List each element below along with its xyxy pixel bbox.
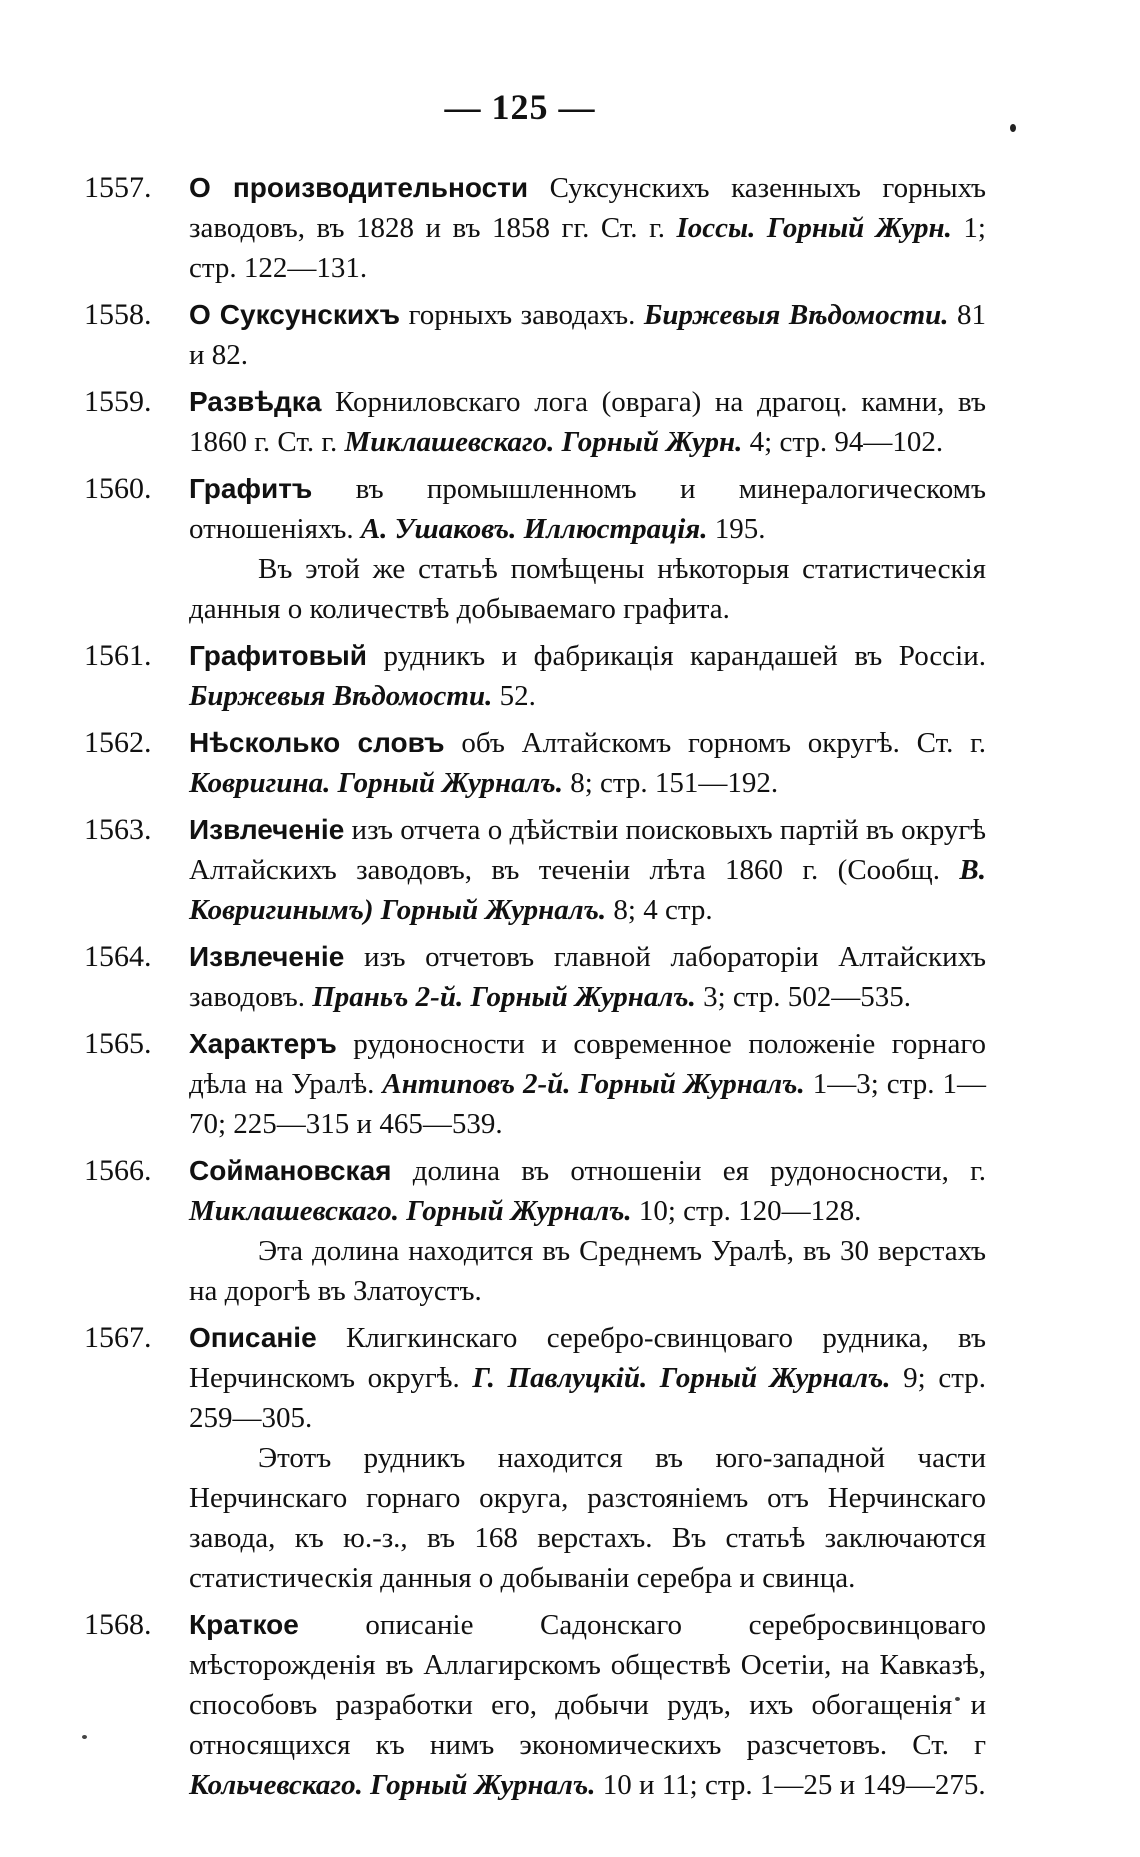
entry-pages: 8; стр. 151—192. [562, 767, 779, 799]
bibliography-entry-1557 [0, 168, 1140, 288]
entry-keyword: Графитовый [189, 640, 367, 671]
entry-source: А. Ушаковъ. Иллюстрація. [360, 513, 708, 545]
bibliography-entry-1561 [0, 636, 1140, 716]
entry-keyword: Нѣсколько словъ [189, 727, 445, 758]
entry-pages: 4; стр. 94—102. [742, 426, 944, 458]
entry-text: описаніе Садонскаго серебросвинцоваго мѣсторожденія въ Аллагирскомъ обществѣ Осетіи, на Кавказѣ, способовъ разработки его, добычи рудъ, ихъ обогащенія и относящихся къ нимъ экономическихъ разсчетовъ. Ст. г [189, 1609, 986, 1761]
entry-body [189, 937, 986, 1017]
entry-number: 1567. [84, 1321, 152, 1354]
bibliography-entry-1564 [0, 937, 1140, 1017]
entry-number: 1562. [84, 726, 152, 759]
entry-text: изъ отчета о дѣйствіи поисковыхъ партій въ округѣ Алтайскихъ заводовъ, въ теченіи лѣта 1860 г. (Сообщ. [189, 814, 986, 886]
entry-number: 1557. [84, 171, 152, 204]
entry-text: изъ отчетовъ главной лабораторіи Алтайскихъ заводовъ. [189, 941, 986, 1013]
entry-note: Этотъ рудникъ находится въ юго-западной части Нерчинскаго горнаго округа, разстояніемъ отъ Нерчинскаго завода, къ ю.-з., въ 168 верстахъ. Въ статьѣ заключаются статистическія данныя о добываніи серебра и свинца. [189, 1442, 986, 1594]
entry-note: Въ этой же статьѣ помѣщены нѣкоторыя статистическія данныя о количествѣ добываемаго графита. [189, 553, 986, 625]
entry-source: Ковригина. Горный Журналъ. [189, 767, 563, 799]
ink-speck [1010, 124, 1016, 132]
entry-keyword: Развѣдка [189, 386, 322, 417]
entry-body [189, 1605, 986, 1805]
entry-number: 1566. [84, 1154, 152, 1187]
bibliography-entry-1565 [0, 1024, 1140, 1144]
entry-pages: 52. [492, 680, 536, 712]
entry-keyword: Краткое [189, 1609, 299, 1640]
entry-text: рудникъ и фабрикація карандашей въ Россіи. [366, 640, 986, 672]
entry-text: Клигкинскаго серебро-свинцоваго рудника, въ Нерчинскомъ округѣ. [189, 1322, 986, 1394]
entry-keyword: Извлеченіе [189, 941, 345, 972]
entry-pages: 9; стр. 259—305. [189, 1362, 987, 1434]
bibliography-entry-1567 [0, 1318, 1140, 1598]
bibliography-list [0, 168, 1140, 1812]
entry-number: 1565. [84, 1027, 152, 1060]
entry-text: Корниловскаго лога (оврага) на драгоц. камни, въ 1860 г. Ст. г. [189, 386, 986, 458]
entry-number: 1558. [84, 298, 152, 331]
entry-source: В. Ковригинымъ) Горный Журналъ. [189, 854, 986, 926]
entry-source: Іоссы. Горный Журн. [676, 212, 952, 244]
entry-text: горныхъ заводахъ. [400, 299, 644, 331]
entry-source: Кольчевскаго. Горный Журналъ. [189, 1769, 596, 1801]
entry-keyword: Извлеченіе [189, 814, 345, 845]
entry-keyword: Описаніе [189, 1322, 317, 1353]
entry-number: 1568. [84, 1608, 152, 1641]
entry-pages: 81 и 82. [189, 299, 987, 371]
bibliography-entry-1563 [0, 810, 1140, 930]
entry-number: 1563. [84, 813, 152, 846]
entry-body [189, 168, 986, 288]
entry-pages: 3; стр. 502—535. [695, 981, 912, 1013]
entry-keyword: Характеръ [189, 1028, 337, 1059]
entry-pages: 10; стр. 120—128. [631, 1195, 862, 1227]
entry-text: Суксунскихъ казенныхъ горныхъ заводовъ, въ 1828 и въ 1858 гг. Ст. г. [189, 172, 986, 244]
entry-source: Миклашевскаго. Горный Журналъ. [189, 1195, 632, 1227]
entry-number: 1559. [84, 385, 152, 418]
entry-source: Биржевыя Вѣдомости. [643, 299, 949, 331]
entry-pages: 8; 4 стр. [606, 894, 713, 926]
entry-source: Антиповъ 2-й. Горный Журналъ. [382, 1068, 805, 1100]
entry-number: 1564. [84, 940, 152, 973]
entry-source: Г. Павлуцкій. Горный Журналъ. [472, 1362, 891, 1394]
entry-keyword: О производительности [189, 172, 529, 203]
entry-body [189, 295, 986, 375]
entry-text: рудоносности и современное положеніе горнаго дѣла на Уралѣ. [189, 1028, 986, 1100]
entry-source: Биржевыя Вѣдомости. [189, 680, 493, 712]
entry-pages: 195. [707, 513, 766, 545]
entry-body [189, 723, 986, 803]
entry-pages: 10 и 11; стр. 1—25 и 149—275. [595, 1769, 986, 1801]
entry-body [189, 469, 986, 629]
entry-body [189, 1024, 986, 1144]
bibliography-entry-1558 [0, 295, 1140, 375]
entry-note: Эта долина находится въ Среднемъ Уралѣ, въ 30 верстахъ на дорогѣ въ Златоустъ. [189, 1235, 986, 1307]
page-number: — 125 — [444, 87, 596, 127]
entry-pages: 1—3; стр. 1—70; 225—315 и 465—539. [189, 1068, 986, 1140]
bibliography-entry-1559 [0, 382, 1140, 462]
entry-source: Праньъ 2-й. Горный Журналъ. [312, 981, 696, 1013]
entry-body [189, 810, 986, 930]
entry-body [189, 636, 986, 716]
entry-keyword: О Суксунскихъ [189, 299, 401, 330]
bibliography-entry-1568 [0, 1605, 1140, 1805]
entry-keyword: Соймановская [189, 1155, 392, 1186]
entry-body [189, 1318, 986, 1598]
entry-number: 1560. [84, 472, 152, 505]
entry-text: долина въ отношеніи ея рудоносности, г. [391, 1155, 986, 1187]
bibliography-entry-1566 [0, 1151, 1140, 1311]
entry-keyword: Графитъ [189, 473, 313, 504]
entry-pages: 1; стр. 122—131. [189, 212, 986, 284]
entry-number: 1561. [84, 639, 152, 672]
entry-body [189, 382, 986, 462]
bibliography-entry-1560 [0, 469, 1140, 629]
entry-body [189, 1151, 986, 1311]
entry-text: объ Алтайскомъ горномъ округѣ. Ст. г. [444, 727, 986, 759]
bibliography-entry-1562 [0, 723, 1140, 803]
entry-text: въ промышленномъ и минералогическомъ отношеніяхъ. [189, 473, 986, 545]
entry-source: Миклашевскаго. Горный Журн. [344, 426, 743, 458]
